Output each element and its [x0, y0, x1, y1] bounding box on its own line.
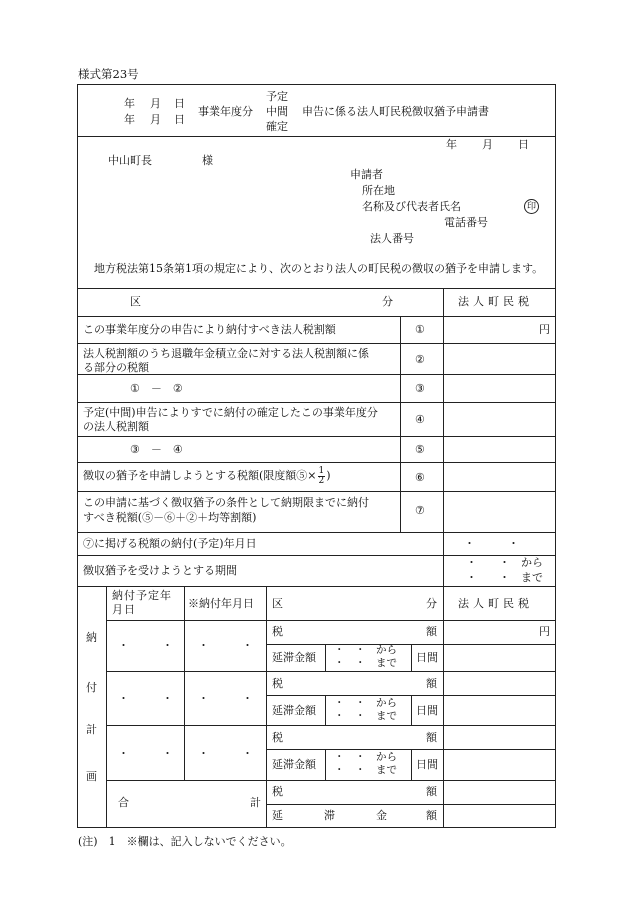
header-day-1: 日 [174, 97, 185, 110]
plan-1-to[interactable]: ・ ・ まで [334, 657, 397, 669]
form-number: 様式第23号 [78, 67, 139, 81]
plan-1-tax-1: 税 [272, 625, 283, 638]
addressee: 中山町長 [108, 154, 152, 167]
row-3-num: ③ [415, 382, 425, 395]
plan-3-due-date[interactable]: ・ ・ [118, 747, 173, 760]
col-header-kubun-2: 分 [382, 295, 393, 308]
plan-3-tax-2: 額 [426, 731, 437, 744]
plan-1-from[interactable]: ・ ・ から [334, 644, 397, 656]
late-total-1: 延 [272, 809, 283, 822]
row-2-num: ② [415, 353, 425, 366]
row-4-num: ④ [415, 413, 425, 426]
plan-1-late-label: 延滞金額 [272, 651, 316, 664]
type-yotei: 予定 [266, 90, 288, 103]
total-label-1: 合 [118, 796, 129, 809]
footnote: (注) 1 ※欄は、記入しないでください。 [78, 835, 292, 848]
total-label-2: 計 [250, 796, 261, 809]
header-year-2: 年 [124, 113, 135, 126]
plan-2-to[interactable]: ・ ・ まで [334, 710, 397, 722]
name-representative-label: 名称及び代表者氏名 [362, 200, 461, 213]
row-7-num: ⑦ [415, 504, 425, 517]
period-from[interactable]: ・ ・ から [466, 556, 543, 569]
date-month: 月 [482, 138, 493, 151]
due-date-label: ⑦に掲げる税額の納付(予定)年月日 [83, 537, 257, 550]
plan-1-paid-date[interactable]: ・ ・ [198, 639, 253, 652]
late-total-4: 額 [426, 809, 437, 822]
total-tax-1: 税 [272, 785, 283, 798]
row-1-num: ① [415, 323, 425, 336]
row-3-label: ① － ② [130, 382, 183, 395]
plan-col-kubun-1: 区 [272, 597, 283, 610]
form-title: 申告に係る法人町民税徴収猶予申請書 [302, 105, 489, 118]
fraction-denominator: 2 [318, 475, 325, 486]
row-5-num: ⑤ [415, 443, 425, 456]
plan-col-paid: ※納付年月日 [188, 597, 254, 610]
plan-3-from[interactable]: ・ ・ から [334, 751, 397, 763]
plan-1-due-date[interactable]: ・ ・ [118, 639, 173, 652]
plan-3-days: 日間 [416, 758, 438, 771]
phone-label: 電話番号 [444, 216, 488, 229]
plan-3-tax-1: 税 [272, 731, 283, 744]
plan-1-days: 日間 [416, 651, 438, 664]
row-6-num: ⑥ [415, 471, 425, 484]
plan-1-yen: 円 [539, 625, 550, 638]
total-tax-2: 額 [426, 785, 437, 798]
plan-1-tax-2: 額 [426, 625, 437, 638]
applicant-label: 申請者 [350, 168, 383, 181]
honorific: 様 [202, 154, 213, 167]
plan-col-due: 納付予定年月日 [112, 589, 172, 616]
plan-2-tax-1: 税 [272, 677, 283, 690]
plan-2-from[interactable]: ・ ・ から [334, 697, 397, 709]
period-to[interactable]: ・ ・ まで [466, 571, 543, 584]
plan-side-1: 納 [86, 631, 97, 644]
col-header-tax: 法人町民税 [458, 295, 533, 308]
header-day-2: 日 [174, 113, 185, 126]
row-1-yen: 円 [539, 323, 550, 336]
address-label: 所在地 [362, 184, 395, 197]
date-year: 年 [446, 138, 457, 151]
plan-side-2: 付 [86, 681, 97, 694]
statement-text: 地方税法第15条第1項の規定により、次のとおり法人の町民税の徴収の猶予を申請します。 [94, 262, 544, 275]
fraction-one-half [318, 467, 326, 486]
late-total-2: 滞 [324, 809, 335, 822]
row-5-label: ③ － ④ [130, 443, 183, 456]
corp-number-label: 法人番号 [370, 232, 414, 245]
plan-col-kubun-2: 分 [426, 597, 437, 610]
row-7-label: この申請に基づく徴収猶予の条件として納期限までに納付すべき税額(⑤－⑥＋②＋均等割額) [83, 496, 369, 524]
plan-3-paid-date[interactable]: ・ ・ [198, 747, 253, 760]
type-kakutei: 確定 [266, 120, 288, 133]
business-year-label: 事業年度分 [198, 105, 253, 118]
fraction-numerator: 1 [318, 465, 325, 476]
plan-2-due-date[interactable]: ・ ・ [118, 692, 173, 705]
row-6-label-pre: 徴収の猶予を申請しようとする税額(限度額⑤× [83, 469, 317, 482]
date-day: 日 [518, 138, 529, 151]
seal-mark: 印 [524, 199, 539, 214]
header-year-1: 年 [124, 97, 135, 110]
plan-3-to[interactable]: ・ ・ まで [334, 764, 397, 776]
header-month-2: 月 [150, 113, 161, 126]
plan-2-late-label: 延滞金額 [272, 704, 316, 717]
col-header-kubun-1: 区 [130, 295, 141, 308]
row-6-label-post: ) [326, 469, 331, 482]
due-date-value[interactable]: ・ ・ [464, 537, 519, 550]
row-1-label: この事業年度分の申告により納付すべき法人税割額 [83, 323, 336, 336]
late-total-3: 金 [376, 809, 387, 822]
plan-2-tax-2: 額 [426, 677, 437, 690]
plan-col-tax: 法人町民税 [458, 597, 533, 610]
row-4-label: 予定(中間)申告によりすでに納付の確定したこの事業年度分の法人税割額 [83, 406, 378, 433]
plan-side-3: 計 [86, 723, 97, 736]
row-2-label: 法人税割額のうち退職年金積立金に対する法人税割額に係る部分の税額 [83, 347, 369, 374]
plan-side-4: 画 [86, 770, 97, 783]
row-6-label [83, 466, 331, 486]
plan-2-paid-date[interactable]: ・ ・ [198, 692, 253, 705]
period-label: 徴収猶予を受けようとする期間 [83, 564, 237, 577]
header-month-1: 月 [150, 97, 161, 110]
type-chukan: 中間 [266, 105, 288, 118]
plan-3-late-label: 延滞金額 [272, 758, 316, 771]
plan-2-days: 日間 [416, 704, 438, 717]
